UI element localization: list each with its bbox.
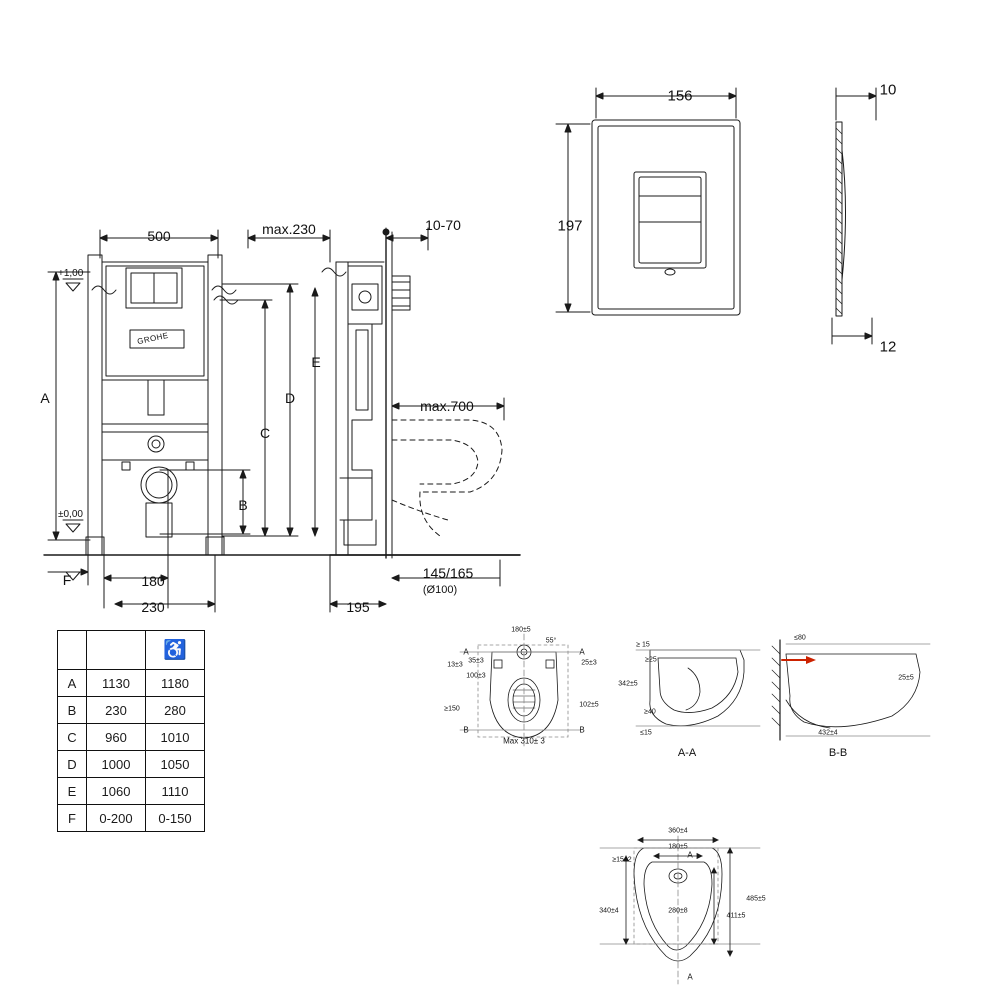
detail-102-5-label: 102±5 — [579, 701, 599, 709]
table-row — [58, 805, 205, 832]
break-symbols — [92, 268, 346, 304]
row-key: B — [58, 697, 87, 724]
side-view — [330, 232, 520, 558]
plan-360-4-label: 360±4 — [668, 827, 688, 835]
detail-ge150-label: ≥150 — [444, 705, 460, 713]
detail-13-3-label: 13±3 — [447, 661, 463, 669]
detail-55deg-label: 55° — [545, 637, 557, 645]
row-accessible: 1010 — [146, 724, 205, 751]
plan-180-5-label: 180±5 — [668, 843, 688, 851]
row-key: D — [58, 751, 87, 778]
plan-485-5-label: 485±5 — [746, 895, 766, 903]
dim-180-230 — [104, 470, 215, 612]
row-key: F — [58, 805, 87, 832]
dim-197-label: 197 — [557, 217, 583, 235]
dim-E-label: E — [311, 354, 321, 370]
plan-mark-A-bottom: A — [687, 972, 693, 982]
dim-dia100-label: (Ø100) — [422, 584, 458, 596]
bb-le80-label: ≤80 — [794, 634, 806, 642]
row-accessible: 0-150 — [146, 805, 205, 832]
table-row — [58, 697, 205, 724]
dim-D-label: D — [284, 390, 296, 406]
table-row — [58, 670, 205, 697]
dim-A-label: A — [40, 390, 50, 406]
aa-ge40-label: ≥40 — [644, 708, 656, 716]
detail-100-3-label: 100±3 — [466, 672, 486, 680]
dim-12-label: 12 — [879, 338, 897, 356]
wc-fixing-top-view — [460, 634, 580, 746]
dim-max700-label: max.700 — [420, 398, 474, 414]
row-accessible: 1110 — [146, 778, 205, 805]
dim-F-label: F — [62, 572, 72, 588]
grohe-logo: GROHE — [136, 330, 170, 347]
detail-mark-A-left: A — [463, 647, 469, 657]
dim-10-70-label: 10-70 — [425, 217, 461, 233]
row-key: C — [58, 724, 87, 751]
dimension-table — [57, 630, 205, 832]
detail-mark-A-right: A — [579, 647, 585, 657]
plan-411-5-label: 411±5 — [726, 912, 746, 920]
bb-caption: B-B — [828, 747, 848, 759]
plan-ge15-2-label: ≥15±2 — [612, 856, 632, 864]
detail-mark-B-left: B — [463, 725, 469, 735]
detail-max310-label: Max 310± 3 — [503, 736, 545, 746]
flush-plate-front — [592, 120, 740, 315]
dim-max230-label: max.230 — [262, 221, 316, 237]
level-zero-label: ±0,00 — [58, 509, 83, 520]
dim-C-label: C — [259, 425, 271, 441]
dim-D — [222, 284, 298, 536]
bb-25-5-label: 25±5 — [898, 674, 914, 682]
table-header-key — [58, 631, 87, 670]
plan-mark-A-top: A — [687, 850, 693, 860]
dim-156-label: 156 — [667, 87, 693, 105]
row-standard: 1060 — [87, 778, 146, 805]
table-row — [58, 778, 205, 805]
row-accessible: 280 — [146, 697, 205, 724]
row-standard: 1000 — [87, 751, 146, 778]
aa-le15-label: ≤15 — [640, 729, 652, 737]
wheelchair-icon: ♿ — [146, 631, 205, 670]
dim-230-label: 230 — [141, 599, 165, 615]
table-row — [58, 751, 205, 778]
aa-ge15-label: ≥ 15 — [636, 641, 650, 649]
row-standard: 0-200 — [87, 805, 146, 832]
detail-mark-B-right: B — [579, 725, 585, 735]
row-accessible: 1050 — [146, 751, 205, 778]
table-header-standard — [87, 631, 146, 670]
dim-10-label: 10 — [879, 81, 897, 99]
flush-plate-side — [832, 88, 876, 344]
flush-plate-dims — [556, 88, 736, 312]
row-key: A — [58, 670, 87, 697]
row-standard: 960 — [87, 724, 146, 751]
dim-A — [48, 272, 90, 540]
table-header-row — [58, 631, 205, 670]
row-standard: 1130 — [87, 670, 146, 697]
aa-342-5-label: 342±5 — [618, 680, 638, 688]
row-standard: 230 — [87, 697, 146, 724]
row-accessible: 1180 — [146, 670, 205, 697]
dim-195-label: 195 — [346, 599, 370, 615]
plan-280-8-label: 280±8 — [668, 907, 688, 915]
row-key: E — [58, 778, 87, 805]
level-plus-100-label: +1,00 — [58, 268, 84, 279]
dim-B — [160, 470, 250, 534]
aa-caption: A-A — [677, 747, 697, 759]
aa-ge25-label: ≥25 — [645, 656, 657, 664]
plan-340-4-label: 340±4 — [599, 907, 619, 915]
bb-432-4-label: 432±4 — [818, 729, 838, 737]
dim-500-label: 500 — [147, 228, 171, 244]
dim-180-label: 180 — [141, 573, 165, 589]
dim-E — [311, 288, 321, 536]
detail-25-3-label: 25±3 — [581, 659, 597, 667]
detail-35-3-label: 35±3 — [468, 657, 484, 665]
dim-145-165-label: 145/165 — [422, 565, 474, 581]
detail-180-5-label: 180±5 — [511, 626, 531, 634]
table-row — [58, 724, 205, 751]
dim-B-label: B — [238, 497, 248, 513]
wc-section-bb — [772, 640, 930, 740]
level-symbols — [63, 279, 83, 580]
